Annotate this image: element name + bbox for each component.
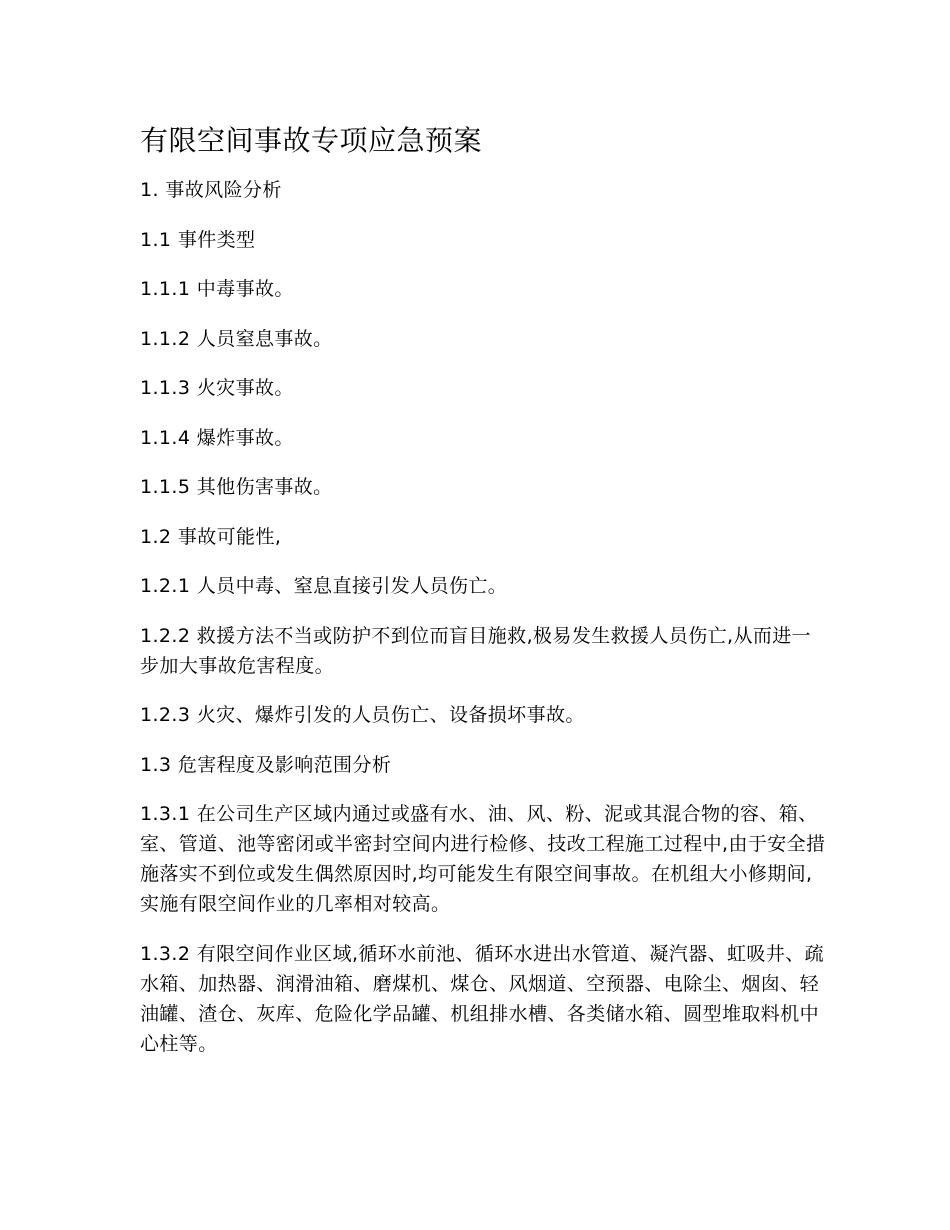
list-item-1-3-2: 1.3.2 有限空间作业区域,循环水前池、循环水进出水管道、凝汽器、虹吸井、疏水箱、加热器、润滑油箱、磨煤机、煤仓、风烟道、空预器、电除尘、烟囱、轻油罐、渣仓、灰库、危险化学品罐、机组排水槽、各类储水箱、圆型堆取料机中心柱等。 (140, 942, 825, 1055)
section-heading-1-2: 1.2 事故可能性, (140, 525, 282, 548)
list-item-1-1-3: 1.1.3 火灾事故。 (140, 377, 294, 399)
section-heading-1-3: 1.3 危害程度及影响范围分析 (140, 753, 392, 776)
list-item-1-3-1: 1.3.1 在公司生产区域内通过或盛有水、油、风、粉、泥或其混合物的容、箱、室、管道、池等密闭或半密封空间内进行检修、技改工程施工过程中,由于安全措施落实不到位或发生偶然原因时,均可能发生有限空间事故。在机组大小修期间,实施有限空间作业的几率相对较高。 (140, 803, 826, 915)
document-title: 有限空间事故专项应急预案 (140, 124, 483, 157)
list-item-1-2-2: 1.2.2 救援方法不当或防护不到位而盲目施救,极易发生救援人员伤亡,从而进一步加大事故危害程度。 (140, 624, 812, 677)
list-item-1-1-2: 1.1.2 人员窒息事故。 (140, 327, 333, 350)
section-heading-1: 1. 事故风险分析 (140, 179, 282, 201)
section-heading-1-1: 1.1 事件类型 (140, 228, 256, 251)
list-item-1-1-5: 1.1.5 其他伤害事故。 (140, 476, 333, 498)
list-item-1-2-3: 1.2.3 火灾、爆炸引发的人员伤亡、设备损坏事故。 (140, 704, 585, 726)
list-item-1-2-1: 1.2.1 人员中毒、窒息直接引发人员伤亡。 (140, 575, 508, 597)
list-item-1-1-1: 1.1.1 中毒事故。 (140, 278, 294, 300)
list-item-1-1-4: 1.1.4 爆炸事故。 (140, 426, 294, 449)
document-body (140, 118, 830, 1078)
